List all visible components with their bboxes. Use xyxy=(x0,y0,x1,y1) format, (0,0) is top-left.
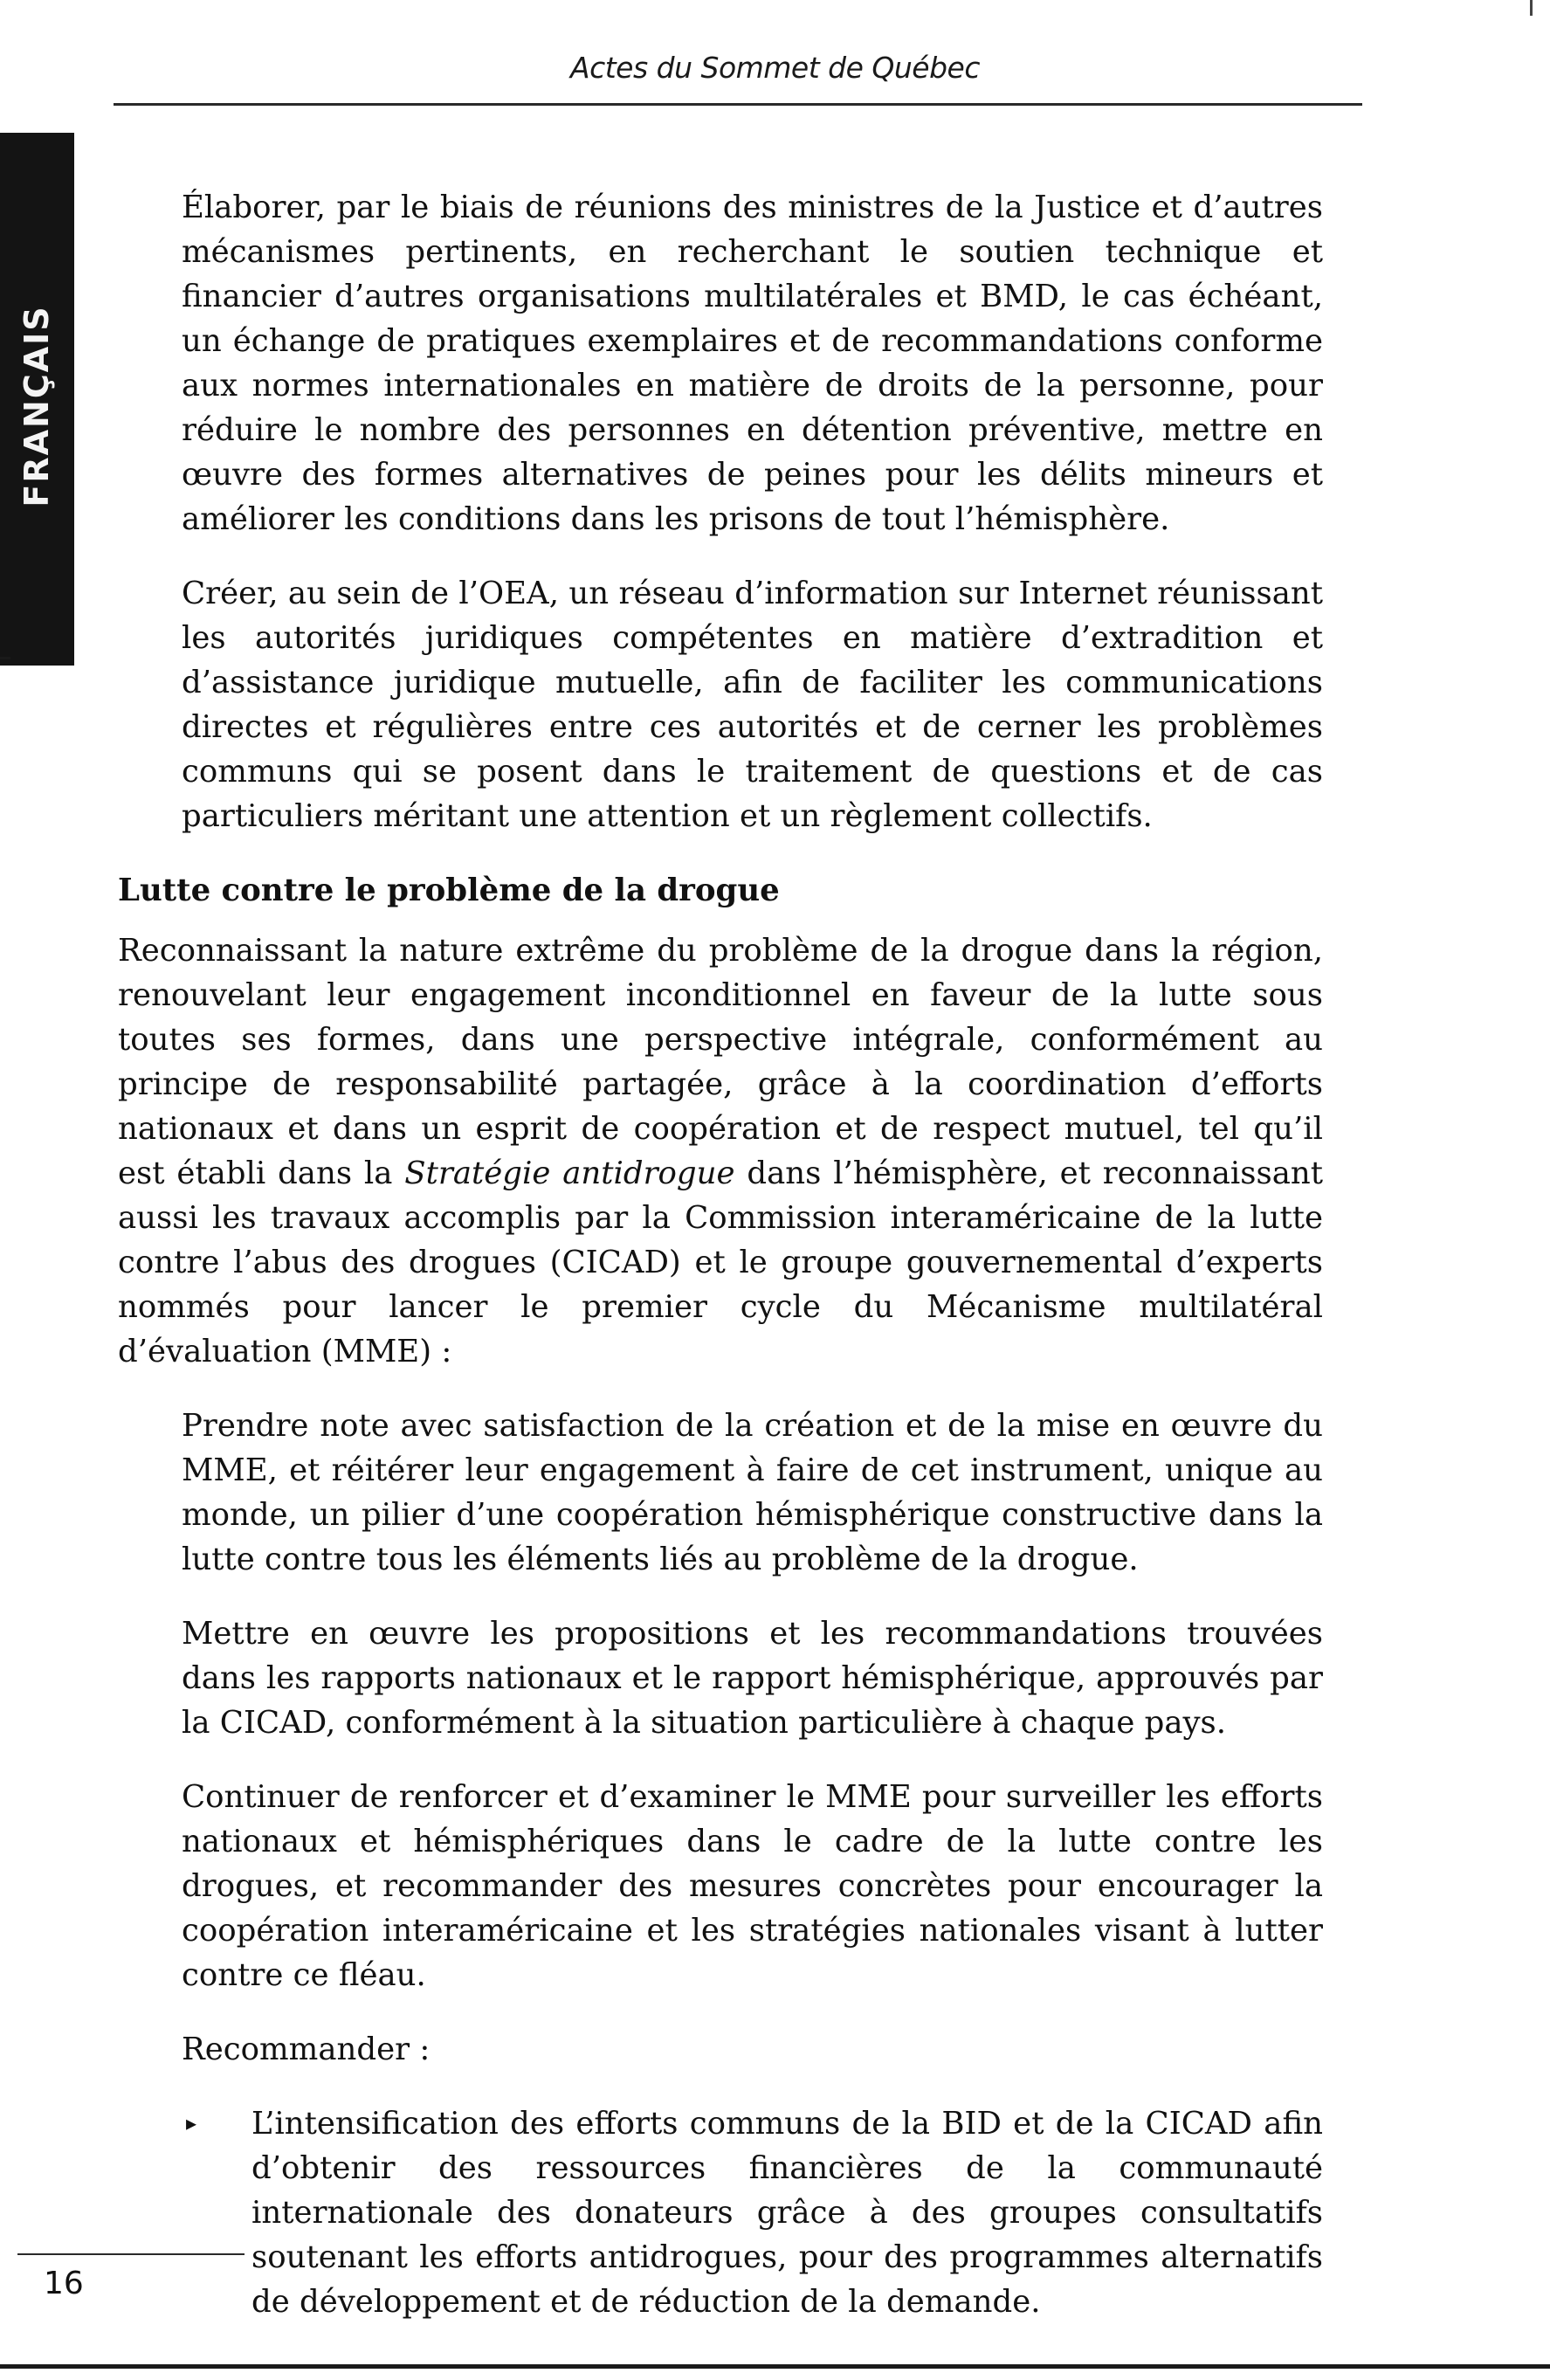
paragraph-prendre-note: Prendre note avec satisfaction de la création et de la mise en œuvre du MME, et réitérer leur engagement à faire de cet instrument, unique au monde, un pilier d’une coopération hémisphérique constructive dans la lutte contre tous les éléments liés au problème de la drogue. xyxy=(182,1408,1323,1577)
bottom-rule xyxy=(0,2364,1550,2369)
footer-rule xyxy=(17,2253,245,2255)
running-header: Actes du Sommet de Québec xyxy=(570,51,980,85)
paragraph-reconnaissant xyxy=(118,928,1323,1374)
header-rule xyxy=(114,103,1362,106)
page-body xyxy=(118,185,1323,2354)
corner-crop-mark xyxy=(1530,0,1533,16)
triangle-bullet-icon: ▸ xyxy=(186,2111,197,2135)
strategy-title-italic: Stratégie antidrogue xyxy=(404,1156,735,1191)
paragraph-continuer: Continuer de renforcer et d’examiner le MME pour surveiller les efforts nationaux et hémisphériques dans le cadre de la lutte contre les drogues, et recommander des mesures concrètes pour encourager la coopération interaméricaine et les stratégies nationales visant à lutter contre ce fléau. xyxy=(182,1779,1323,1993)
bullet-item-text: L’intensification des efforts communs de la BID et de la CICAD afin d’obtenir des ressources financières de la communauté internationale des donateurs grâce à des groupes consultatifs soutenant les efforts antidrogues, pour des programmes alternatifs de développement et de réduction de la demande. xyxy=(251,2106,1323,2320)
side-tab-tick-bottom xyxy=(0,657,10,659)
paragraph-mettre-en-oeuvre: Mettre en œuvre les propositions et les recommandations trouvées dans les rapports nationaux et le rapport hémisphérique, approuvés par la CICAD, conformément à la situation particulière à chaque pays. xyxy=(182,1616,1323,1741)
paragraph-reconnaissant-part1: Reconnaissant la nature extrême du problème de la drogue dans la région, renouvelant leur engagement inconditionnel en faveur de la lutte sous toutes ses formes, dans une perspective intégrale, conformément au principe de responsabilité partagée, grâce à la coordination d’efforts nationaux et dans un esprit de coopération et de respect mutuel, tel qu’il est établi dans la xyxy=(118,933,1323,1191)
bullet-item xyxy=(186,2101,1323,2324)
section-heading: Lutte contre le problème de la drogue xyxy=(118,873,780,908)
paragraph-creer: Créer, au sein de l’OEA, un réseau d’information sur Internet réunissant les autorités juridiques compétentes en matière d’extradition et d’assistance juridique mutuelle, afin de faciliter les communications directes et régulières entre ces autorités et de cerner les problèmes communs qui se posent dans le traitement de questions et de cas particuliers méritant une attention et un règlement collectifs. xyxy=(182,576,1323,834)
language-side-tab-label: FRANÇAIS xyxy=(17,305,56,507)
paragraph-recommander: Recommander : xyxy=(182,2032,431,2067)
paragraph-elaborer: Élaborer, par le biais de réunions des ministres de la Justice et d’autres mécanismes pertinents, en recherchant le soutien technique et financier d’autres organisations multilatérales et BMD, le cas échéant, un échange de pratiques exemplaires et de recommandations conforme aux normes internationales en matière de droits de la personne, pour réduire le nombre des personnes en détention préventive, mettre en œuvre des formes alternatives de peines pour les délits mineurs et améliorer les conditions dans les prisons de tout l’hémisphère. xyxy=(182,190,1323,537)
paragraph-reconnaissant-part2: dans l’hémisphère, et reconnaissant aussi les travaux accomplis par la Commission interaméricaine de la lutte contre l’abus des drogues (CICAD) et le groupe gouvernemental d’experts nommés pour lancer le premier cycle du Mécanisme multilatéral d’évaluation (MME) : xyxy=(118,1156,1323,1369)
page-number: 16 xyxy=(44,2266,84,2301)
